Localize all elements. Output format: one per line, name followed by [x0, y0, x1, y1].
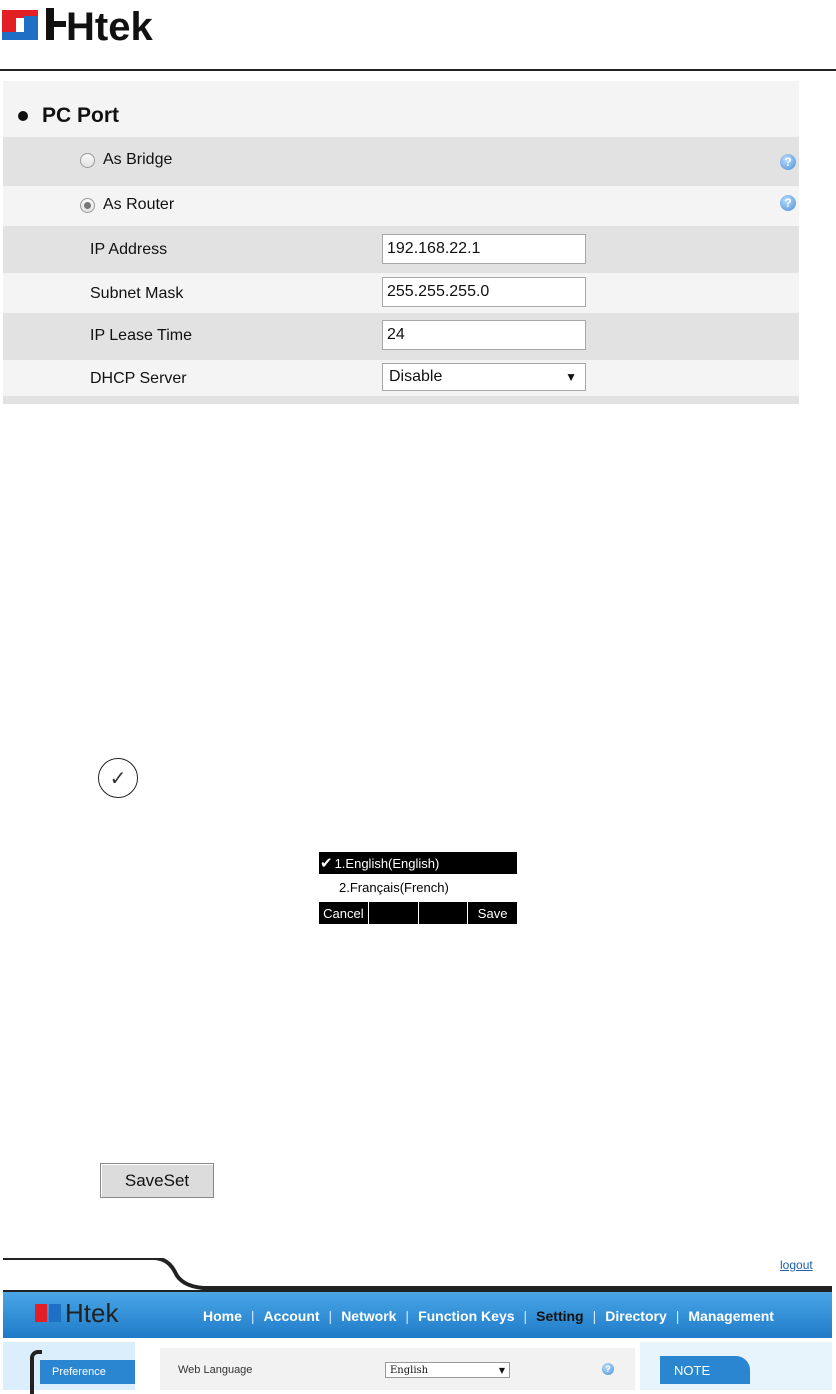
- nav-home[interactable]: Home: [203, 1308, 242, 1324]
- web-logo-text: Htek: [65, 1297, 119, 1328]
- softkey-blank-3[interactable]: [419, 902, 469, 924]
- logo-text: Htek: [66, 5, 153, 44]
- ip-address-input[interactable]: [382, 234, 586, 264]
- language-label: 2.Français(French): [339, 879, 449, 895]
- ip-lease-time-row: [3, 313, 799, 360]
- nav-separator: |: [523, 1308, 528, 1324]
- web-nav-bar: [3, 1290, 832, 1338]
- ip-address-label: IP Address: [90, 241, 168, 258]
- as-bridge-row: [3, 137, 799, 186]
- dhcp-server-label: DHCP Server: [90, 370, 187, 387]
- dhcp-server-value: Disable: [389, 368, 443, 385]
- softkey-blank-2[interactable]: [369, 902, 419, 924]
- as-bridge-label: As Bridge: [103, 151, 173, 168]
- note-title: NOTE: [660, 1356, 750, 1384]
- subnet-mask-row: [3, 273, 799, 313]
- htek-logo: [0, 2, 190, 44]
- nav-separator: |: [250, 1308, 255, 1324]
- header-divider: [0, 69, 836, 71]
- pc-port-title: PC Port: [42, 104, 120, 127]
- phone-language-screen: [319, 852, 517, 924]
- main-nav: [194, 1298, 783, 1334]
- web-language-value: English: [390, 1364, 429, 1376]
- ip-lease-time-label: IP Lease Time: [90, 327, 192, 344]
- help-icon[interactable]: ?: [780, 154, 796, 170]
- check-circle-icon: ✓: [98, 758, 138, 798]
- checkmark-icon: ✔: [320, 855, 333, 872]
- dropdown-arrow-icon: ▼: [565, 370, 577, 384]
- as-router-label: As Router: [103, 196, 175, 213]
- softkey-save[interactable]: Save: [477, 905, 508, 921]
- nav-separator: |: [328, 1308, 333, 1324]
- language-item-french[interactable]: [319, 876, 517, 898]
- as-bridge-radio[interactable]: [80, 153, 95, 168]
- nav-separator: |: [675, 1308, 680, 1324]
- nav-separator: |: [405, 1308, 410, 1324]
- dropdown-arrow-icon: ▼: [498, 1365, 505, 1375]
- as-router-radio[interactable]: [80, 198, 95, 213]
- web-language-select[interactable]: [385, 1362, 510, 1378]
- nav-network[interactable]: Network: [341, 1308, 397, 1324]
- as-router-row: [3, 186, 799, 226]
- nav-separator: |: [592, 1308, 597, 1324]
- web-logo: [35, 1290, 118, 1336]
- saveset-button[interactable]: SaveSet: [100, 1163, 214, 1198]
- sidebar-item-preference[interactable]: Preference: [40, 1360, 135, 1384]
- dhcp-server-row: [3, 360, 799, 396]
- nav-directory[interactable]: Directory: [605, 1308, 667, 1324]
- logo-mark-red: [35, 1304, 47, 1322]
- softkey-bar: [319, 902, 517, 924]
- pc-port-heading: [18, 104, 119, 128]
- nav-setting[interactable]: Setting: [536, 1308, 584, 1324]
- language-label: 1.English(English): [334, 855, 440, 871]
- help-icon[interactable]: ?: [780, 195, 796, 211]
- ip-address-row: [3, 226, 799, 273]
- dhcp-server-select[interactable]: [382, 363, 586, 391]
- nav-account[interactable]: Account: [263, 1308, 320, 1324]
- subnet-mask-input[interactable]: [382, 277, 586, 307]
- ip-lease-time-input[interactable]: [382, 320, 586, 350]
- language-item-english[interactable]: [319, 852, 517, 874]
- web-language-row: [160, 1348, 635, 1390]
- bullet-icon: [18, 111, 28, 121]
- logo-mark-blue: [49, 1304, 61, 1322]
- help-icon[interactable]: ?: [602, 1363, 614, 1375]
- subnet-mask-label: Subnet Mask: [90, 285, 184, 302]
- panel-footer-strip: [3, 396, 799, 404]
- web-language-label: Web Language: [178, 1364, 253, 1376]
- logout-link[interactable]: logout: [780, 1258, 813, 1272]
- nav-management[interactable]: Management: [688, 1308, 774, 1324]
- softkey-cancel[interactable]: Cancel: [319, 902, 369, 924]
- nav-function-keys[interactable]: Function Keys: [418, 1308, 515, 1324]
